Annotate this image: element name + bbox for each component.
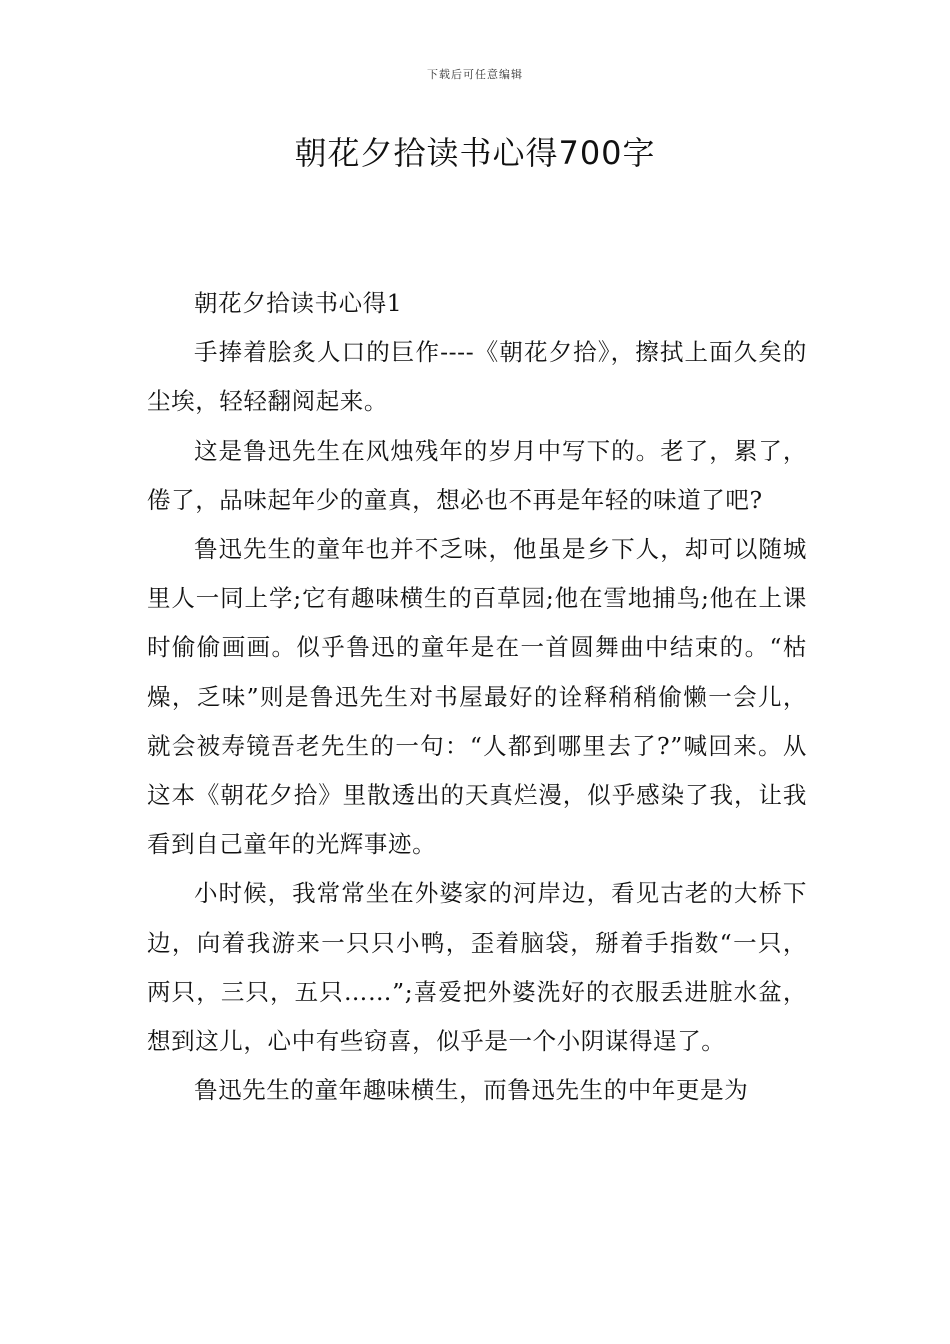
section-heading: 朝花夕拾读书心得1 [194, 289, 403, 317]
paragraph: 小时候，我常常坐在外婆家的河岸边，看见古老的大桥下边，向着我游来一只只小鸭，歪着脑袋，掰着手指数“一只，两只，三只，五只……”;喜爱把外婆洗好的衣服丢进脏水盆，想到这儿，心中有些窃喜，似乎是一个小阴谋得逞了。 [147, 879, 807, 1056]
document-title: 朝花夕拾读书心得700字 [294, 134, 656, 172]
page-header-note: 下载后可任意编辑 [427, 68, 523, 81]
document-body [147, 279, 807, 1115]
paragraph: 鲁迅先生的童年也并不乏味，他虽是乡下人，却可以随城里人一同上学;它有趣味横生的百草园;他在雪地捕鸟;他在上课时偷偷画画。似乎鲁迅的童年是在一首圆舞曲中结束的。“枯燥，乏味”则是鲁迅先生对书屋最好的诠释稍稍偷懒一会儿，就会被寿镜吾老先生的一句：“人都到哪里去了?”喊回来。从这本《朝花夕拾》里散透出的天真烂漫，似乎感染了我，让我看到自己童年的光辉事迹。 [147, 535, 807, 859]
paragraph: 手捧着脍炙人口的巨作----《朝花夕拾》，擦拭上面久矣的尘埃，轻轻翻阅起来。 [147, 338, 807, 416]
paragraph: 这是鲁迅先生在风烛残年的岁月中写下的。老了，累了，倦了，品味起年少的童真，想必也不再是年轻的味道了吧? [147, 436, 807, 514]
paragraph: 鲁迅先生的童年趣味横生，而鲁迅先生的中年更是为 [194, 1076, 749, 1105]
